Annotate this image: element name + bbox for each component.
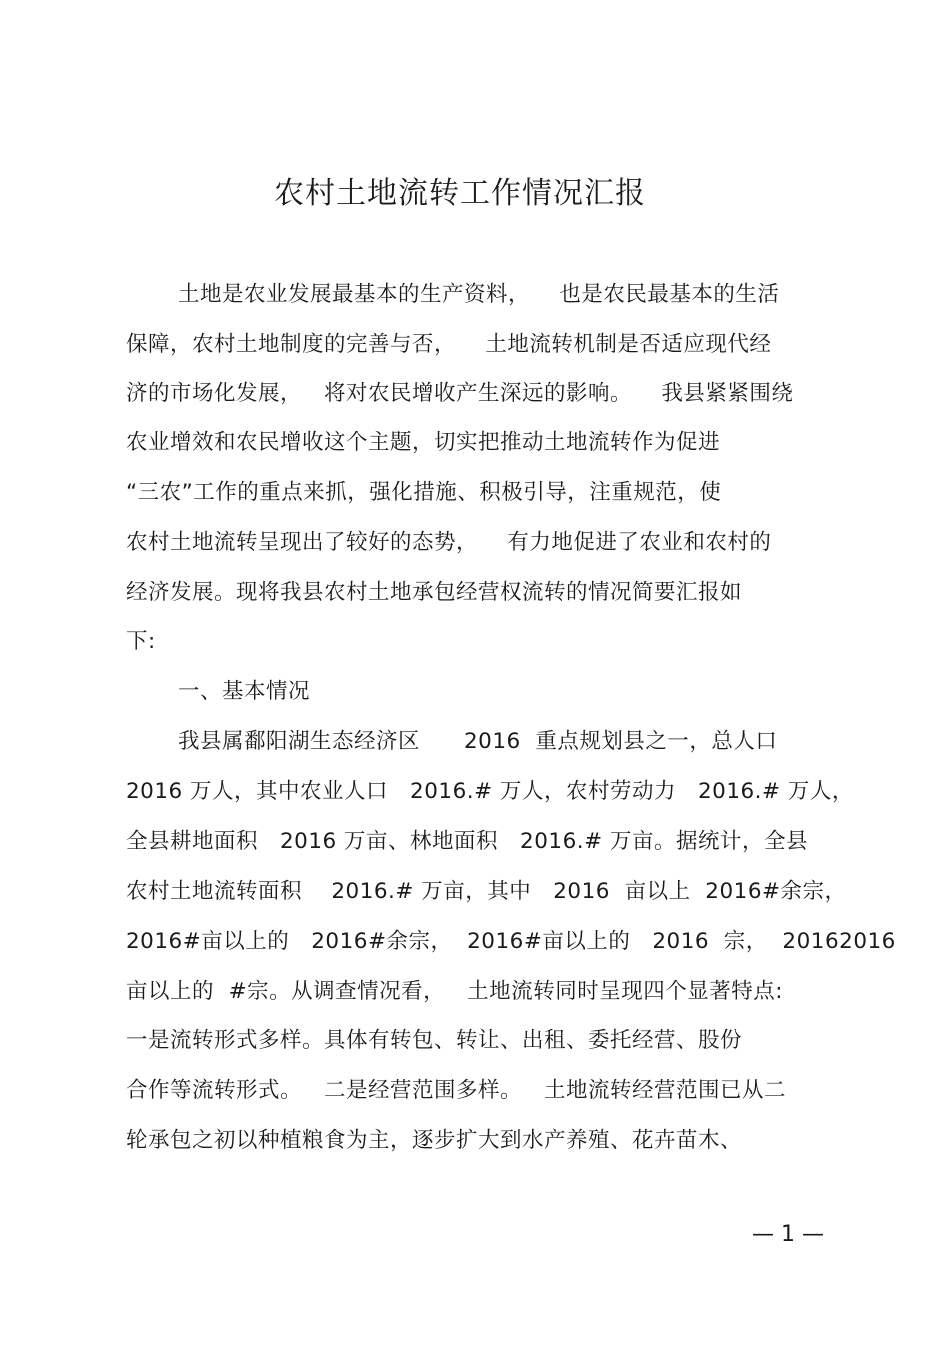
paragraph-line: 济的市场化发展， 将对农民增收产生深远的影响。 我县紧紧围绕 bbox=[126, 381, 794, 406]
paragraph-line: 亩以上的 #宗。从调查情况看， 土地流转同时呈现四个显著特点: bbox=[126, 979, 783, 1004]
document-title: 农村土地流转工作情况汇报 bbox=[274, 176, 646, 211]
paragraph-line: “三农”工作的重点来抓，强化措施、积极引导，注重规范，使 bbox=[126, 480, 722, 505]
paragraph-line: 农村土地流转面积 2016.# 万亩，其中 2016 亩以上 2016#余宗， bbox=[126, 879, 847, 904]
paragraph-line: 下: bbox=[126, 629, 156, 654]
paragraph-line: 农业增效和农民增收这个主题，切实把推动土地流转作为促进 bbox=[126, 430, 721, 455]
paragraph-line: 土地是农业发展最基本的生产资料， 也是农民最基本的生活 bbox=[178, 282, 780, 307]
section-heading: 一、基本情况 bbox=[178, 679, 311, 704]
paragraph-line: 经济发展。现将我县农村土地承包经营权流转的情况简要汇报如 bbox=[126, 580, 743, 605]
paragraph-line: 2016#亩以上的 2016#余宗， 2016#亩以上的 2016 宗， 20162016 bbox=[126, 929, 896, 954]
paragraph-line: 农村土地流转呈现出了较好的态势， 有力地促进了农业和农村的 bbox=[126, 530, 772, 555]
paragraph-line: 轮承包之初以种植粮食为主，逐步扩大到水产养殖、花卉苗木、 bbox=[126, 1128, 743, 1153]
paragraph-line: 全县耕地面积 2016 万亩、林地面积 2016.# 万亩。据统计，全县 bbox=[126, 829, 808, 854]
paragraph-line: 2016 万人，其中农业人口 2016.# 万人，农村劳动力 2016.# 万人， bbox=[126, 779, 854, 804]
paragraph-line: 合作等流转形式。 二是经营范围多样。 土地流转经营范围已从二 bbox=[126, 1078, 787, 1103]
page-number: — 1 — bbox=[752, 1222, 824, 1247]
paragraph-line: 一是流转形式多样。具体有转包、转让、出租、委托经营、股份 bbox=[126, 1028, 743, 1053]
paragraph-line: 我县属鄱阳湖生态经济区 2016 重点规划县之一，总人口 bbox=[178, 729, 778, 754]
paragraph-line: 保障，农村土地制度的完善与否， 土地流转机制是否适应现代经 bbox=[126, 332, 772, 357]
